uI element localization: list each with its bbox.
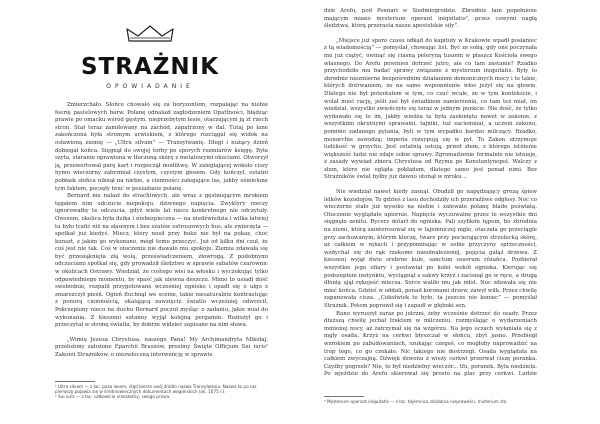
paragraph: dzie Arefu, pod Poenari w Siedmiogrodzie. Zbrodnie tam popełnione mającym miano mysterium operant iniquitatis³, przez cowymi nagłą śledztwa, którą przerasta nasze apostolskie siły”. (324, 8, 537, 30)
footnote: ² Sui iuris — z łac. całkowicie niezależny, swego prawa. (55, 394, 171, 400)
right-body (324, 8, 537, 376)
footnote-divider (324, 396, 364, 397)
paragraph: Bernard nie nalazł do strachliwych, ale wraz z gęstniejącym mrokiem tęgałem nim odczucie niepokoju, dziwnego napięcia. Zwyklyry rzeczy ignorowałby te odczucia, gdyż wiele lat nieco konkretnego nie odczytały. Owszem, okolica była dzika i niebezpieczna — na niedźwiedzia i wilka łatwiej tu było trafić niż na sławnym i bez szatów ostroszowych hus, ale zwierzęta — spotkał już kiedyś. Miecz, który nosił przy boku nie był na pokaz, choć kunszt, z jakim go wykonano, mógł temu przeczyć. Już od kilku dni czuł, że coś jest nie tak. Coś w otoczeniu nie dawało mu spokoju. Ziemia zdawała się być przesiąknięta złą wolą, przeświadczeniem, złowrogą. Z podobnymi odczuciami spotkał się, gdy prowadził śledztwo w sprawie sabatów czarownic w okolicach Ostrawy. Wiedział, że cośtego wisi na włosku i wyczekując tylko odpowiedniego momentu, by spaść jak ulewna deszczu. Mimo to usiadł dość swobodnie, rozpalił przygotowane wcześniej ognisko i opadł się o ułgo z zmarszczył pieśń. Ogień fluchnął we scenie, takie niesaturalnie kontrastując z ponurą ciemnością, okalającą zawzięcie światlo wcześniej odwrócił. Pokrzepiony nieco na duchu Bernard poczuł myśląc o zadaniu, jakie miał do wykonania. Z kieszeni sutanny wyjął kolejną pergamin. Rozłożył go i przeczytał w stronę światła, by dobrze widzieć zapisane na nim słowa. (55, 193, 268, 329)
story-title: STRAŻNIK (80, 54, 220, 80)
paragraph: „Miejsce już sporo czasu odkąd do kapituły w Krakowie wpadł posłaniec z tą wiadomością” — pomyślał, chowając list. Być ze sobą, gdy one poczynała mu już ciążyć, owinąć się ciasną peleryną tuszem w płaszcz Kościoła swego własnego. Do Arefu powinien dotrzeć jutro, ale co tam zastanie? Rzadko przychodziło mu badać sprawy związane z mysterium iniquitatis. Były to zbrodnie niezmierne bezpośrednim działaniem demonicznych mocy i to takie, których dotrwaniem, że na samo wspomnienie włos jeżył się na głowie. Dlatego nie był potentatem w tym, co czuć wcale, że w tym kontekście, i wolał mieć rację, jeśli zaś był świadkiem zamierzenia, co tam też miał, im wiedział, wszystko zwieńczyło się teraz w jednym punkcie. Nie dość, że tylko wydawało się to im, jakby wiedza ta była zasłonięta nawet w zakonie, z wszystkimi okrutnymi sprawami, tajniki, tuż zaciemniał, a uczeni zakonu, pomimo zadanego pytania, byli w tym wypadku bardzo milczący. Rzadko, monarchie zawodzą; imperia rozsypują się w pył. To Zakon utrzymuje ludzkość w grzychu. Jest ostatnią ostoją, przed złem, z którego istnienie większość ludzi nie zdaje sobie sprawy. Zgromadzenie formalnie nie istnieje, z zasady wywiad zbiera Chrystusa od Rzymu po Konstantynopol. Walczy z złem, które nie ogląda pokładem, dlatego samo jest ponad nimi. Bez Strażników świat byłby już dawno utonął w mroku... (324, 37, 537, 181)
story-subtitle: OPOWIADANIE (106, 83, 194, 90)
footnote: ¹ Ultra silvam — z łac. poza lasem, stąd bierze swój źródło nazwa Transylwania. Nazwa to po raz pierwszy pojawia się w średniowiecznych dokumentach węgierskich (ok. 1075 r.). (55, 384, 257, 395)
crown-icon (125, 25, 175, 43)
footnote-divider (55, 381, 95, 382)
paragraph: „Wimię Jezusa Chrystusa, naszego Pana! My Archimandryta Mikołaj, przełożony założone Eparchii Braszów, prosimy Święte Officjum Sui iuris² Zakonu Strażników, o niezwłoczną interwencję w sprawie (55, 336, 268, 358)
paragraph: Zmierzchało. Słońce chowało się za horyzontem, rozpalając na niebie feerię pastelowych barw. Polanę odnalazł zagłodzeniem Opattności, błądząc prawie po omacku wśród gęstym, nieprzebytym lesie, otaczającym ją zt rzech stron. Stał teraz zamiłowany na zachód, zapatrzony w dal. Tutaj po łane zakończona była stromym urwiskiem, z którego rozciągał się widok na osławioną ziemię — „Ultra silvam” — Transylwanię. Długi i nużący dzień dobiegał końca. Sięgnął do swojej torby po sporych rozmiarów księgę. Była szyta, staranie oprawiona w tłoczoną skórę z metalowymi okuciami. Otworzył ją, przewertował parę kart i rozpoczął modlitwę. W zaległającej wokoło ciszy hymn wieczorny zabrzmiał czystym, czystym głosem. Gdy kończył, ostatni pobłask słońca niknął na niebie, a ciemności zalegające las, jakby ośmielone tym faktem, poczęły brać w posiadanie polanę. (55, 102, 268, 192)
paragraph: Nie wiedział nawet kiedy zasnął. Obudził go napędzający grozą śpiew lelków kozodojów. To gdzieś z lasu dochodziły ich przeraźliwe odgłosy. Noc co wieczorne stało już wysoko na niebie i zalewało polanę blado poświatą. Otoczenie wyglądało upiornie. Napięcie wyczuwalne przez te wszystkie dni sięgnęło zenitu. Rycerz dotarł do ogniska. Pali szybkim tępem, bo zbrodnia na ziemi, którą zainteresował się w tajemniczej mgle, otaczała go przeciągle przy zachowanym, którym kleczę, twarz przy pocierającym strzelecką skórę, aż całkiem w rękach i przypominając w sobie przyczyny sprzeczności, wzdychał się do rąk rzekomo nieodnalezionej, pojęcia gałąź drzewa. Z kieszeni wyjął dwie srebrne kule, sanctum ossorum różańca. Pozbierał wszystkie jego ofiary i postawiał po kolei wokół ogniska. Kierując się podszeptem instynktu, wyciągnął z sakwy krzyż i zacisnął go w ręce, a drugą dłonią ujął rękojeść miecza. Serce waliło mu jak młot. Noc zdawała się nie mieć końca. Gdzieś w oddali, ponad koronami drzew, zawył wilk. Przez chwilę zapanowała cisza. „Cokolwiek to było, ta jeszcze nie koniec” — pomyślał Strażnik. Potem poprawił się i zapadł w głęboki sen. (324, 189, 537, 309)
left-footnotes (55, 384, 268, 400)
footnote: ³ Mysterium operant iniquitatis — z łac. tajemnica działania nieprawości, misterium zła. (324, 399, 508, 404)
right-footnotes (324, 399, 537, 404)
paragraph: Rano wyruszył zaraz po jutrzni, żeby wcześnie dotrzeć do osady. Przez dłuższą chwilę jechał traktem w milczeniu, rozmyślając o wydarzeniach minionej nocy, aż zatrzymał się na wzgórzu. Na jego oczach wyłaniała się z mgły osada. Krzyż na cerkwi błyszczał w słońcu, zbyt jasno. Przebiegł wzrokiem po zabudowaniach, szukając czegoś, co mogłoby naprowadzić na trop tego, co go czekało. Nic takiego nie dostrzegł. Osada wyglądała na całkiem zwyczajną. Dźwięk dzwonu z wieży cerkwi przerwał ciszę poranka. Czyżby pogrzeb? Nie, to był niedzielny wieczór... tfu, poranek. Była niedziela. Po wjeździe do Arefu skierował się prosto na plac przy cerkwi. Ludzie (324, 310, 537, 376)
right-page (300, 0, 600, 424)
left-body (55, 102, 268, 374)
